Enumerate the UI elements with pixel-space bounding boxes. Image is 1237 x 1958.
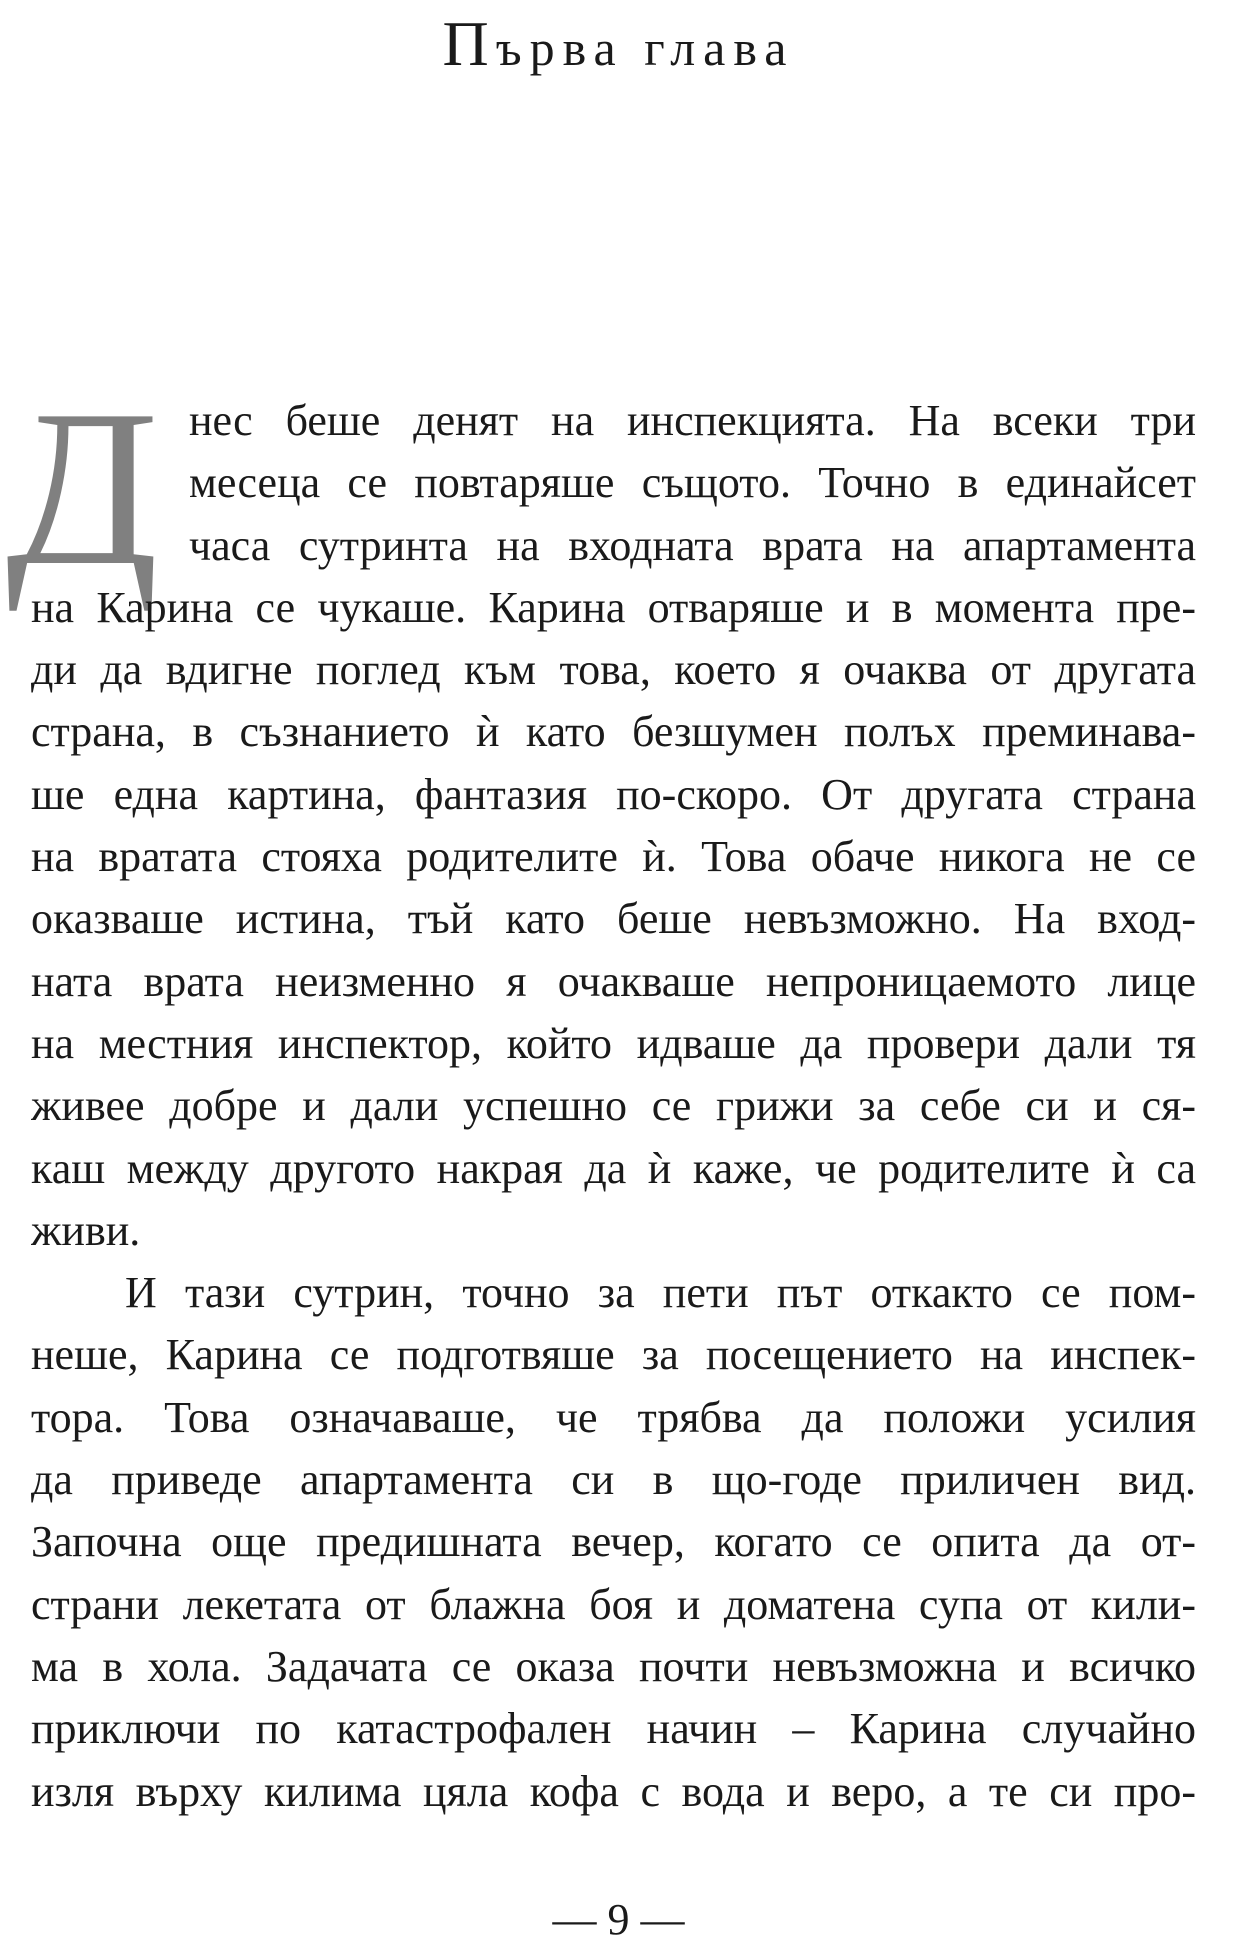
text-line-23: изля върху килима цяла кофа с вода и веро, а те си про- — [31, 1766, 1196, 1816]
text-line-2: месеца се повтаряше същото. Точно в единайсет — [189, 458, 1196, 508]
text-line-20: страни лекетата от блажна боя и доматена супа от кили- — [31, 1579, 1196, 1629]
text-line-16: неше, Карина се подготвяше за посещението на инспек- — [31, 1330, 1196, 1380]
text-line-11: на местния инспектор, който идваше да провери дали тя — [31, 1018, 1196, 1068]
text-line-14: живи. — [31, 1205, 141, 1255]
chapter-title — [0, 4, 1237, 88]
text-line-10: ната врата неизменно я очакваше непроницаемото лице — [31, 956, 1196, 1006]
text-line-4: на Карина се чукаше. Карина отваряше и в момента пре- — [31, 582, 1196, 632]
text-line-7: ше една картина, фантазия по-скоро. От другата страна — [31, 769, 1196, 819]
text-line-9: оказваше истина, тъй като беше невъзможно. На вход- — [31, 894, 1196, 944]
text-line-22: приключи по катастрофален начин – Карина случайно — [31, 1704, 1196, 1754]
text-line-5: ди да вдигне поглед към това, което я очаква от другата — [31, 645, 1196, 695]
text-line-3: часа сутринта на входната врата на апартамента — [189, 520, 1196, 570]
text-line-15: И тази сутрин, точно за пети път откакто се пом- — [125, 1268, 1196, 1318]
text-line-13: каш между другото накрая да ѝ каже, че родителите ѝ са — [31, 1143, 1196, 1193]
page-number: — 9 — — [552, 1895, 685, 1944]
body-text — [31, 390, 1196, 1823]
text-line-6: страна, в съзнанието ѝ като безшумен полъх преминава- — [31, 707, 1196, 757]
text-line-1: нес беше денят на инспекцията. На всеки три — [189, 396, 1196, 445]
chapter-title-capital: П — [442, 8, 496, 79]
drop-cap: Д — [6, 364, 159, 612]
text-line-19: Започна още предишната вечер, когато се опита да от- — [31, 1517, 1196, 1567]
text-line-8: на вратата стояха родителите ѝ. Това обаче никога не се — [31, 832, 1196, 882]
text-line-18: да приведе апартамента си в що-годе приличен вид. — [31, 1455, 1196, 1505]
text-line-17: тора. Това означаваше, че трябва да положи усилия — [31, 1392, 1196, 1442]
text-line-12: живее добре и дали успешно се грижи за себе си и ся- — [31, 1081, 1196, 1131]
chapter-title-rest: ърва глава — [495, 20, 795, 76]
text-line-21: ма в хола. Задачата се оказа почти невъзможна и всичко — [31, 1641, 1196, 1691]
